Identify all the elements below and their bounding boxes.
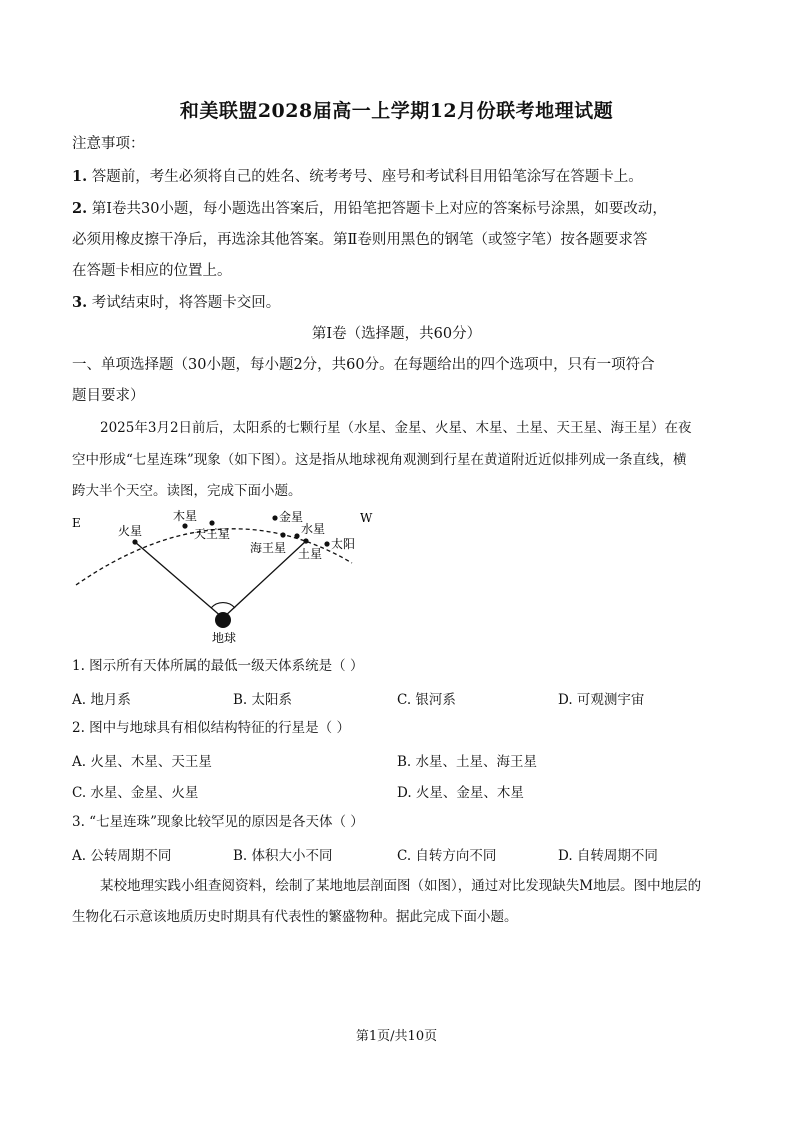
notice-item-3-num: 3.	[72, 294, 88, 311]
neptune-dot	[280, 532, 285, 537]
mars-dot	[132, 539, 137, 544]
uranus-dot	[209, 520, 214, 525]
earth-label: 地球	[212, 631, 237, 645]
venus-label: 金星	[279, 510, 304, 524]
passage-1-line-3: 跨大半个天空。读图，完成下面小题。	[72, 483, 302, 499]
notice-heading: 注意事项：	[72, 136, 145, 152]
east-label: E	[72, 516, 81, 530]
mercury-dot	[294, 533, 299, 538]
sight-line-mars	[135, 542, 223, 618]
notice-item-2	[72, 199, 732, 219]
notice-item-3	[72, 293, 732, 313]
question-3-option-c[interactable]: C. 自转方向不同	[397, 848, 497, 864]
question-3-option-d[interactable]: D. 自转周期不同	[558, 848, 658, 864]
passage-1-line-1: 2025年3月2日前后，太阳系的七颗行星（水星、金星、火星、木星、土星、天王星、海王星）在夜	[100, 420, 692, 436]
passage-2-line-2: 生物化石示意该地质历史时期具有代表性的繁盛物种。据此完成下面小题。	[72, 909, 518, 925]
section-intro-line-2: 题目要求）	[72, 388, 145, 404]
passage-1-line-2: 空中形成“七星连珠”现象（如下图）。这是指从地球视角观测到行星在黄道附近近似排列成一条直线，横	[72, 452, 687, 468]
planet-alignment-figure	[60, 505, 380, 655]
question-1-option-c[interactable]: C. 银河系	[397, 692, 456, 708]
question-2-option-b[interactable]: B. 水星、土星、海王星	[397, 754, 538, 770]
notice-item-1-text: 答题前，考生必须将自己的姓名、统考考号、座号和考试科目用铅笔涂写在答题卡上。	[91, 169, 643, 185]
question-3-option-a[interactable]: A. 公转周期不同	[72, 848, 172, 864]
notice-item-2-line-3: 在答题卡相应的位置上。	[72, 263, 232, 279]
question-2-option-d[interactable]: D. 火星、金星、木星	[397, 785, 524, 801]
question-3-stem: 3. “七星连珠”现象比较罕见的原因是各天体（ ）	[72, 814, 364, 830]
neptune-label: 海王星	[250, 541, 287, 555]
question-2-option-a[interactable]: A. 火星、木星、天王星	[72, 754, 212, 770]
west-label: W	[360, 511, 373, 525]
venus-dot	[272, 515, 277, 520]
page-footer: 第1页/共10页	[355, 1029, 438, 1044]
page-title: 和美联盟2028届高一上学期12月份联考地理试题	[179, 100, 614, 122]
question-1-option-a[interactable]: A. 地月系	[72, 692, 131, 708]
mars-label: 火星	[118, 524, 143, 538]
sun-dot	[324, 541, 329, 546]
notice-item-1-num: 1.	[72, 168, 88, 185]
viewing-angle-arc	[211, 603, 235, 608]
section-heading: 第Ⅰ卷（选择题，共60分）	[311, 326, 482, 342]
notice-item-2-num: 2.	[72, 200, 88, 217]
notice-item-2-line-1: 第Ⅰ卷共30小题，每小题选出答案后，用铅笔把答题卡上对应的答案标号涂黑，如要改动，	[91, 201, 667, 217]
question-1-option-b[interactable]: B. 太阳系	[233, 692, 293, 708]
mercury-label: 水星	[301, 522, 326, 536]
sun-label: 太阳	[331, 537, 356, 551]
question-2-stem: 2. 图中与地球具有相似结构特征的行星是（ ）	[72, 720, 350, 736]
notice-item-2-line-2: 必须用橡皮擦干净后，再选涂其他答案。第Ⅱ卷则用黑色的钢笔（或签字笔）按各题要求答	[72, 232, 648, 248]
notice-item-1	[72, 167, 732, 187]
saturn-dot	[303, 538, 308, 543]
saturn-label: 土星	[298, 547, 323, 561]
earth-dot	[215, 612, 231, 628]
uranus-label: 天王星	[194, 527, 231, 541]
question-3-option-b[interactable]: B. 体积大小不同	[233, 848, 333, 864]
question-1-option-d[interactable]: D. 可观测宇宙	[558, 692, 645, 708]
question-2-option-c[interactable]: C. 水星、金星、火星	[72, 785, 199, 801]
notice-item-3-text: 考试结束时，将答题卡交回。	[91, 295, 281, 311]
question-1-stem: 1. 图示所有天体所属的最低一级天体系统是（ ）	[72, 658, 364, 674]
section-intro-line-1: 一、单项选择题（30小题，每小题2分，共60分。在每题给出的四个选项中，只有一项符合	[72, 357, 655, 373]
jupiter-label: 木星	[173, 509, 198, 523]
passage-2-line-1: 某校地理实践小组查阅资料，绘制了某地地层剖面图（如图），通过对比发现缺失M地层。图中地层的	[100, 878, 702, 894]
jupiter-dot	[182, 523, 187, 528]
